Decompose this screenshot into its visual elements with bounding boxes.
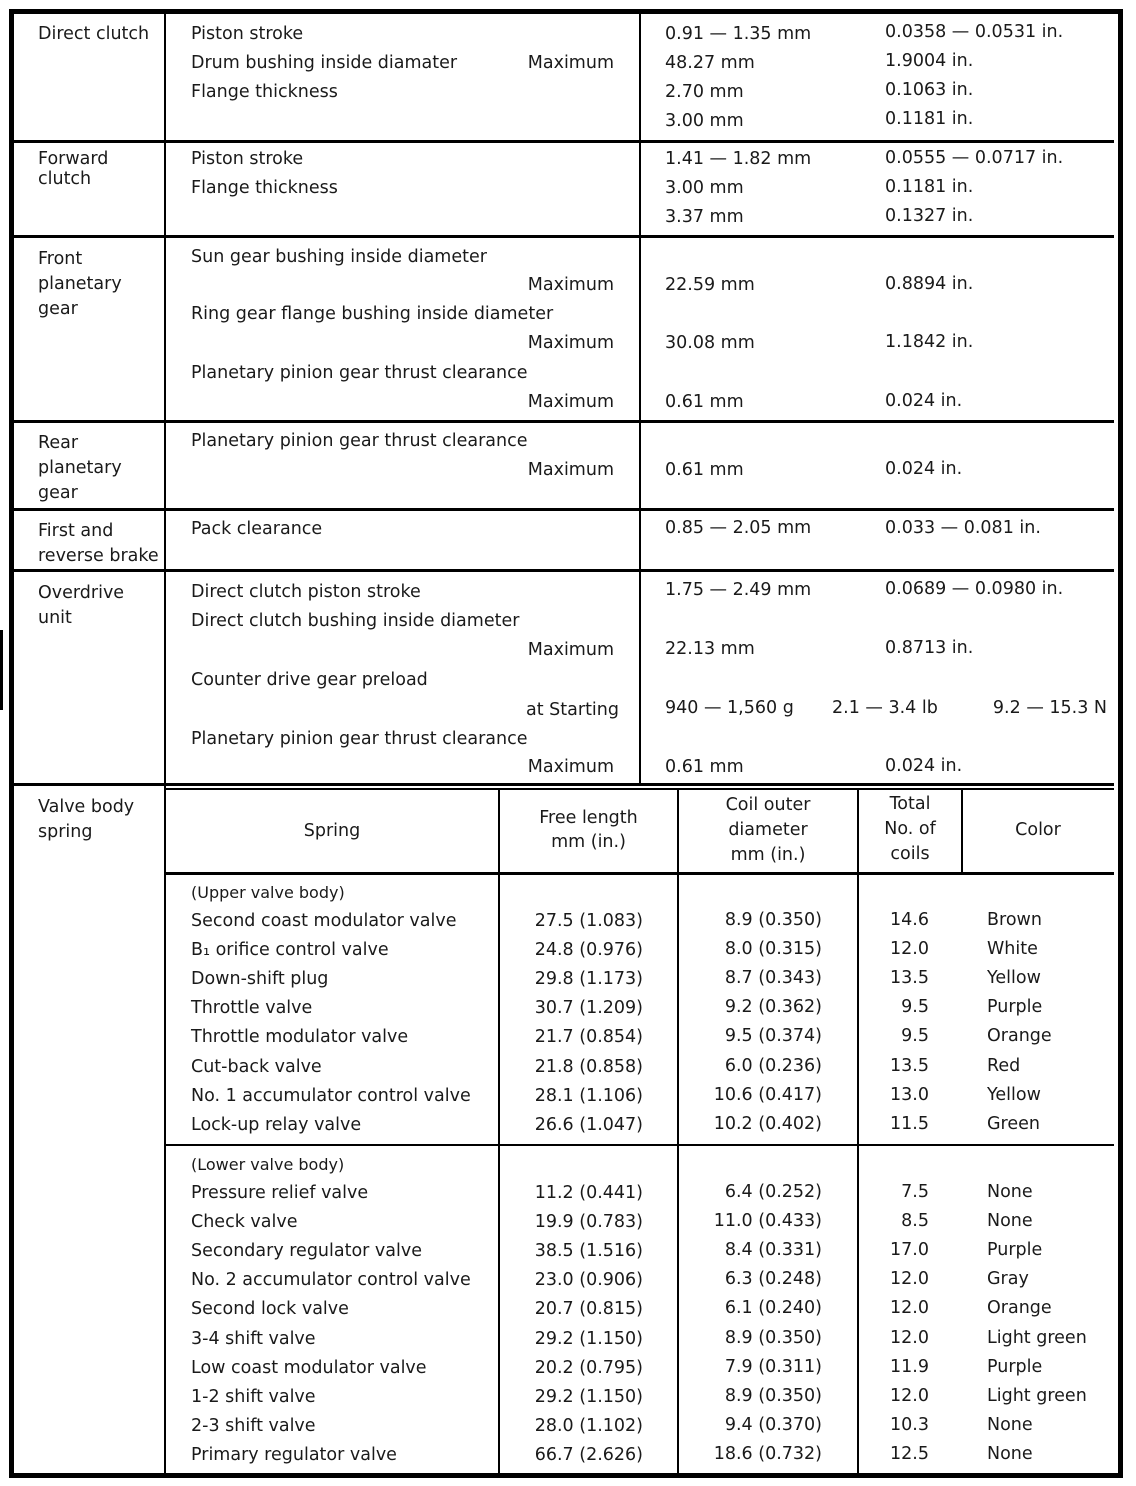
spring-col-divider <box>961 788 963 874</box>
spec-qualifier: at Starting <box>526 700 619 720</box>
section-label: Overdrive unit <box>38 583 125 628</box>
spring-coil-od: 8.7 (0.343) <box>724 968 822 988</box>
spring-coils: 11.5 <box>890 1114 929 1134</box>
spring-free-length: 23.0 (0.906) <box>534 1270 643 1290</box>
spring-coil-od: 8.9 (0.350) <box>724 910 822 930</box>
spring-coil-od: 6.3 (0.248) <box>724 1269 822 1289</box>
spring-group-title: (Lower valve body) <box>191 1155 345 1174</box>
spring-name: 2-3 shift valve <box>191 1416 316 1436</box>
color-column-header: Color <box>1015 820 1061 840</box>
spring-free-length: 24.8 (0.976) <box>534 940 643 960</box>
section-divider <box>12 569 1114 572</box>
spring-color: Green <box>987 1114 1040 1134</box>
spec-imperial: 2.1 — 3.4 lb <box>832 698 938 718</box>
spring-coils: 14.6 <box>890 910 929 930</box>
spring-free-length: 38.5 (1.516) <box>534 1241 643 1261</box>
spring-color: None <box>987 1211 1033 1231</box>
spec-item: Drum bushing inside diamater <box>191 53 458 73</box>
spring-coil-od: 7.9 (0.311) <box>724 1357 822 1377</box>
spring-name: Check valve <box>191 1212 298 1232</box>
spec-item: Flange thickness <box>191 178 338 198</box>
spring-group-divider <box>166 1144 1114 1146</box>
spring-coils: 12.0 <box>890 1386 929 1406</box>
spring-coils: 9.5 <box>901 997 929 1017</box>
spring-coil-od: 10.6 (0.417) <box>713 1085 822 1105</box>
section-divider <box>12 508 1114 511</box>
spring-name: Low coast modulator valve <box>191 1358 427 1378</box>
spring-name: No. 2 accumulator control valve <box>191 1270 471 1290</box>
spring-free-length: 20.7 (0.815) <box>534 1299 643 1319</box>
spring-free-length: 28.0 (1.102) <box>534 1416 643 1436</box>
spring-coil-od: 8.9 (0.350) <box>724 1386 822 1406</box>
spec-item: Planetary pinion gear thrust clearance <box>191 363 528 383</box>
spring-coil-od: 9.4 (0.370) <box>724 1415 822 1435</box>
spec-metric: 2.70 mm <box>665 82 744 102</box>
spec-imperial: 0.024 in. <box>885 459 963 479</box>
spec-imperial: 0.0555 — 0.0717 in. <box>885 148 1064 168</box>
spec-item: Piston stroke <box>191 149 304 169</box>
spring-coil-od: 18.6 (0.732) <box>713 1444 822 1464</box>
spring-free-length: 27.5 (1.083) <box>534 911 643 931</box>
spring-name: B₁ orifice control valve <box>191 940 389 960</box>
spring-coil-od: 9.2 (0.362) <box>724 997 822 1017</box>
spring-free-length: 29.8 (1.173) <box>534 969 643 989</box>
spring-color: Purple <box>987 997 1043 1017</box>
spring-color: Brown <box>987 910 1042 930</box>
spec-item: Counter drive gear preload <box>191 670 428 690</box>
spec-metric: 0.61 mm <box>665 460 744 480</box>
coil-outer-header-line2: diameter <box>728 820 808 840</box>
spring-color: Gray <box>987 1269 1029 1289</box>
spec-imperial: 0.1327 in. <box>885 206 974 226</box>
spring-name: Pressure relief valve <box>191 1183 369 1203</box>
spec-imperial: 0.033 — 0.081 in. <box>885 518 1041 538</box>
label-column-divider <box>164 14 166 1474</box>
spring-coil-od: 6.1 (0.240) <box>724 1298 822 1318</box>
spring-color: Orange <box>987 1026 1052 1046</box>
spring-coils: 8.5 <box>901 1211 929 1231</box>
spring-free-length: 30.7 (1.209) <box>534 998 643 1018</box>
spec-metric: 3.00 mm <box>665 178 744 198</box>
spring-name: Secondary regulator valve <box>191 1241 422 1261</box>
section-divider <box>12 140 1114 143</box>
spec-imperial: 0.024 in. <box>885 756 963 776</box>
spring-coil-od: 8.9 (0.350) <box>724 1328 822 1348</box>
spec-qualifier: Maximum <box>527 53 614 73</box>
spring-coil-od: 6.0 (0.236) <box>724 1056 822 1076</box>
spring-name: Throttle valve <box>191 998 313 1018</box>
spring-free-length: 21.8 (0.858) <box>534 1057 643 1077</box>
spring-name: Lock-up relay valve <box>191 1115 362 1135</box>
spec-metric: 0.61 mm <box>665 392 744 412</box>
spec-qualifier: Maximum <box>527 392 614 412</box>
spec-item: Direct clutch bushing inside diameter <box>191 611 520 631</box>
spec-metric: 0.85 — 2.05 mm <box>665 518 812 538</box>
springs-label: Valve body spring <box>38 797 135 842</box>
spec-imperial: 0.024 in. <box>885 391 963 411</box>
spring-name: Down-shift plug <box>191 969 329 989</box>
spring-color: Purple <box>987 1357 1043 1377</box>
spec-imperial: 0.1181 in. <box>885 177 974 197</box>
spec-metric: 1.75 — 2.49 mm <box>665 580 812 600</box>
spec-item: Ring gear flange bushing inside diameter <box>191 304 554 324</box>
spec-metric: 1.41 — 1.82 mm <box>665 149 812 169</box>
spring-free-length: 29.2 (1.150) <box>534 1387 643 1407</box>
spec-newton: 9.2 — 15.3 N <box>992 698 1107 718</box>
spring-group-title: (Upper valve body) <box>191 883 345 902</box>
total-coils-header-line3: coils <box>890 844 930 864</box>
spec-metric: 30.08 mm <box>665 333 755 353</box>
spring-name: Primary regulator valve <box>191 1445 397 1465</box>
spring-color: Yellow <box>987 1085 1041 1105</box>
spec-item: Flange thickness <box>191 82 338 102</box>
spring-coil-od: 6.4 (0.252) <box>724 1182 822 1202</box>
spec-qualifier: Maximum <box>527 757 614 777</box>
spec-item: Planetary pinion gear thrust clearance <box>191 729 528 749</box>
spring-name: Second coast modulator valve <box>191 911 457 931</box>
section-label: Rear planetary gear <box>38 433 122 503</box>
spring-free-length: 28.1 (1.106) <box>534 1086 643 1106</box>
section-divider <box>12 420 1114 423</box>
value-column-divider <box>639 14 641 784</box>
spec-metric: 48.27 mm <box>665 53 755 73</box>
spring-color: None <box>987 1182 1033 1202</box>
spring-color: Purple <box>987 1240 1043 1260</box>
spring-color: Yellow <box>987 968 1041 988</box>
spec-imperial: 0.0358 — 0.0531 in. <box>885 22 1064 42</box>
spring-color: Light green <box>987 1386 1087 1406</box>
spring-name: No. 1 accumulator control valve <box>191 1086 471 1106</box>
free-length-header-line2: mm (in.) <box>551 832 626 852</box>
spec-metric: 3.37 mm <box>665 207 744 227</box>
section-divider <box>12 235 1114 238</box>
spring-name: Cut-back valve <box>191 1057 322 1077</box>
spring-color: Red <box>987 1056 1021 1076</box>
spring-coils: 10.3 <box>890 1415 929 1435</box>
spring-coils: 13.5 <box>890 1056 929 1076</box>
spring-free-length: 11.2 (0.441) <box>534 1183 643 1203</box>
spec-imperial: 0.8894 in. <box>885 274 974 294</box>
total-coils-header-line2: No. of <box>884 819 936 839</box>
spring-color: None <box>987 1444 1033 1464</box>
spec-metric: 0.61 mm <box>665 757 744 777</box>
spring-coils: 7.5 <box>901 1182 929 1202</box>
spring-free-length: 26.6 (1.047) <box>534 1115 643 1135</box>
total-coils-header-line1: Total <box>889 794 931 814</box>
spring-coils: 12.0 <box>890 1328 929 1348</box>
page-edge-mark <box>0 630 3 710</box>
spec-item: Piston stroke <box>191 24 304 44</box>
spec-qualifier: Maximum <box>527 333 614 353</box>
spring-header-top-rule <box>166 788 1114 790</box>
coil-outer-header-line3: mm (in.) <box>730 845 806 865</box>
spec-metric: 22.59 mm <box>665 275 755 295</box>
spec-qualifier: Maximum <box>527 640 614 660</box>
spring-coil-od: 9.5 (0.374) <box>724 1026 822 1046</box>
spring-free-length: 66.7 (2.626) <box>534 1445 643 1465</box>
spring-free-length: 29.2 (1.150) <box>534 1329 643 1349</box>
spring-coils: 17.0 <box>890 1240 929 1260</box>
spec-item: Sun gear bushing inside diameter <box>191 247 487 267</box>
spec-item: Direct clutch piston stroke <box>191 582 421 602</box>
section-label: First and reverse brake <box>38 521 159 566</box>
spring-name: 1-2 shift valve <box>191 1387 316 1407</box>
spec-metric: 3.00 mm <box>665 111 744 131</box>
spec-imperial: 1.1842 in. <box>885 332 974 352</box>
spring-name: Throttle modulator valve <box>191 1027 409 1047</box>
section-label: Forward clutch <box>38 149 109 189</box>
spring-color: Light green <box>987 1328 1087 1348</box>
spec-item: Pack clearance <box>191 519 323 539</box>
spring-column-header: Spring <box>303 821 361 841</box>
spec-imperial: 0.1181 in. <box>885 109 974 129</box>
spring-coils: 12.0 <box>890 1298 929 1318</box>
spring-coils: 12.5 <box>890 1444 929 1464</box>
spring-free-length: 20.2 (0.795) <box>534 1358 643 1378</box>
spring-name: Second lock valve <box>191 1299 349 1319</box>
spring-coils: 13.0 <box>890 1085 929 1105</box>
spring-coils: 13.5 <box>890 968 929 988</box>
spring-coils: 12.0 <box>890 1269 929 1289</box>
spring-coils: 9.5 <box>901 1026 929 1046</box>
spec-imperial: 0.0689 — 0.0980 in. <box>885 579 1064 599</box>
spec-item: Planetary pinion gear thrust clearance <box>191 431 528 451</box>
spec-metric: 940 — 1,560 g <box>665 698 794 718</box>
spring-coil-od: 11.0 (0.433) <box>713 1211 822 1231</box>
spring-coil-od: 8.0 (0.315) <box>724 939 822 959</box>
spec-qualifier: Maximum <box>527 460 614 480</box>
section-label: Direct clutch <box>38 24 150 44</box>
spring-color: None <box>987 1415 1033 1435</box>
spring-name: 3-4 shift valve <box>191 1329 316 1349</box>
spec-qualifier: Maximum <box>527 275 614 295</box>
spec-metric: 22.13 mm <box>665 639 755 659</box>
section-label: Front planetary gear <box>38 249 122 319</box>
spring-coils: 11.9 <box>890 1357 929 1377</box>
section-divider <box>12 783 1114 786</box>
free-length-header-line1: Free length <box>539 808 638 828</box>
coil-outer-header-line1: Coil outer <box>725 795 811 815</box>
spring-free-length: 19.9 (0.783) <box>534 1212 643 1232</box>
spec-imperial: 0.8713 in. <box>885 638 974 658</box>
spring-coil-od: 8.4 (0.331) <box>724 1240 822 1260</box>
spring-free-length: 21.7 (0.854) <box>534 1027 643 1047</box>
spring-coil-od: 10.2 (0.402) <box>713 1114 822 1134</box>
spec-imperial: 1.9004 in. <box>885 51 974 71</box>
spec-imperial: 0.1063 in. <box>885 80 974 100</box>
spring-header-bottom-rule <box>166 872 1114 875</box>
spring-color: White <box>987 939 1038 959</box>
spring-color: Orange <box>987 1298 1052 1318</box>
spring-coils: 12.0 <box>890 939 929 959</box>
spec-metric: 0.91 — 1.35 mm <box>665 24 812 44</box>
